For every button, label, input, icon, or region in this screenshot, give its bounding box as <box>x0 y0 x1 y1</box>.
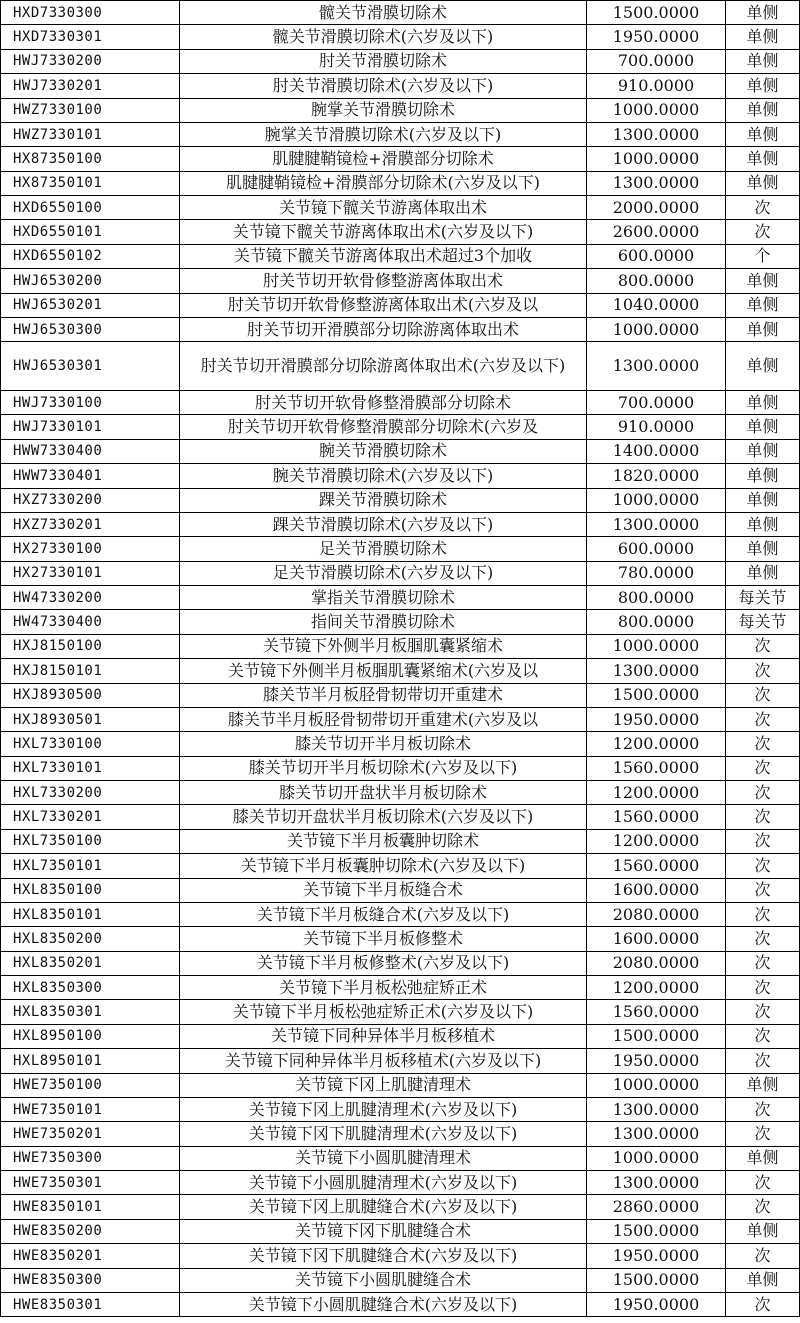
item-price-cell: 1500.0000 <box>587 1268 726 1292</box>
item-price-cell: 1560.0000 <box>587 854 726 878</box>
item-name-cell: 关节镜下冈下肌腱缝合术(六岁及以下) <box>180 1244 587 1268</box>
item-price-cell: 1950.0000 <box>587 707 726 731</box>
item-unit-cell: 单侧 <box>726 122 800 146</box>
table-row <box>1 1146 800 1170</box>
item-price-cell: 1950.0000 <box>587 25 726 49</box>
item-unit-cell: 次 <box>726 1097 800 1121</box>
item-name-cell: 关节镜下同种异体半月板移植术 <box>180 1024 587 1048</box>
item-name-cell: 膝关节切开盘状半月板切除术(六岁及以下) <box>180 805 587 829</box>
table-row <box>1 854 800 878</box>
table-row <box>1 122 800 146</box>
item-name-cell: 关节镜下半月板松弛症矫正术(六岁及以下) <box>180 1000 587 1024</box>
item-price-cell: 1950.0000 <box>587 1244 726 1268</box>
item-unit-cell: 次 <box>726 854 800 878</box>
table-row <box>1 634 800 658</box>
item-name-cell: 足关节滑膜切除术(六岁及以下) <box>180 561 587 585</box>
table-row <box>1 878 800 902</box>
item-code-cell: HXJ8150101 <box>1 659 180 683</box>
item-code-cell: HX27330101 <box>1 561 180 585</box>
item-price-cell: 1000.0000 <box>587 634 726 658</box>
item-unit-cell: 单侧 <box>726 391 800 415</box>
item-name-cell: 关节镜下外侧半月板腘肌囊紧缩术 <box>180 634 587 658</box>
item-code-cell: HWE7350100 <box>1 1073 180 1097</box>
item-price-cell: 1300.0000 <box>587 122 726 146</box>
table-row <box>1 98 800 122</box>
table-row <box>1 1268 800 1292</box>
item-price-cell: 2080.0000 <box>587 902 726 926</box>
item-price-cell: 1300.0000 <box>587 659 726 683</box>
item-name-cell: 关节镜下冈下肌腱缝合术 <box>180 1219 587 1243</box>
item-price-cell: 1000.0000 <box>587 1146 726 1170</box>
item-unit-cell: 单侧 <box>726 1146 800 1170</box>
item-name-cell: 关节镜下冈上肌腱清理术 <box>180 1073 587 1097</box>
item-code-cell: HXZ7330201 <box>1 512 180 536</box>
item-name-cell: 腕掌关节滑膜切除术 <box>180 98 587 122</box>
item-unit-cell: 单侧 <box>726 537 800 561</box>
item-unit-cell: 单侧 <box>726 98 800 122</box>
table-row <box>1 561 800 585</box>
item-price-cell: 1040.0000 <box>587 293 726 317</box>
item-unit-cell: 单侧 <box>726 25 800 49</box>
item-name-cell: 关节镜下半月板囊肿切除术(六岁及以下) <box>180 854 587 878</box>
table-row <box>1 342 800 391</box>
item-price-cell: 600.0000 <box>587 537 726 561</box>
table-row <box>1 1244 800 1268</box>
item-unit-cell: 单侧 <box>726 293 800 317</box>
item-price-cell: 1820.0000 <box>587 464 726 488</box>
table-row <box>1 1024 800 1048</box>
item-unit-cell: 次 <box>726 976 800 1000</box>
item-code-cell: HXL8350101 <box>1 902 180 926</box>
item-code-cell: HXL7350100 <box>1 829 180 853</box>
table-row <box>1 1049 800 1073</box>
item-price-cell: 1000.0000 <box>587 488 726 512</box>
item-name-cell: 关节镜下髋关节游离体取出术超过3个加收 <box>180 244 587 268</box>
item-name-cell: 肌腱腱鞘镜检+滑膜部分切除术(六岁及以下) <box>180 171 587 195</box>
item-name-cell: 关节镜下冈上肌腱清理术(六岁及以下) <box>180 1097 587 1121</box>
table-row <box>1 391 800 415</box>
item-code-cell: HXL8350100 <box>1 878 180 902</box>
item-name-cell: 腕关节滑膜切除术(六岁及以下) <box>180 464 587 488</box>
item-name-cell: 膝关节半月板胫骨韧带切开重建术 <box>180 683 587 707</box>
item-unit-cell: 单侧 <box>726 1219 800 1243</box>
item-code-cell: HXJ8930500 <box>1 683 180 707</box>
item-code-cell: HXL7350101 <box>1 854 180 878</box>
item-price-cell: 1000.0000 <box>587 98 726 122</box>
table-row <box>1 537 800 561</box>
item-name-cell: 膝关节切开半月板切除术 <box>180 732 587 756</box>
item-code-cell: HWE8350301 <box>1 1292 180 1316</box>
item-price-cell: 700.0000 <box>587 49 726 73</box>
table-row <box>1 220 800 244</box>
item-unit-cell: 次 <box>726 781 800 805</box>
item-name-cell: 关节镜下小圆肌腱缝合术 <box>180 1268 587 1292</box>
item-code-cell: HWJ7330201 <box>1 74 180 98</box>
item-price-cell: 1500.0000 <box>587 1024 726 1048</box>
item-price-cell: 800.0000 <box>587 269 726 293</box>
item-unit-cell: 单侧 <box>726 342 800 391</box>
item-name-cell: 膝关节切开盘状半月板切除术 <box>180 781 587 805</box>
item-unit-cell: 单侧 <box>726 1073 800 1097</box>
item-price-cell: 1950.0000 <box>587 1292 726 1316</box>
item-code-cell: HW47330400 <box>1 610 180 634</box>
item-price-cell: 1600.0000 <box>587 878 726 902</box>
table-row <box>1 927 800 951</box>
table-row <box>1 781 800 805</box>
item-code-cell: HXL7330200 <box>1 781 180 805</box>
table-row <box>1 1097 800 1121</box>
item-price-cell: 1000.0000 <box>587 1073 726 1097</box>
table-row <box>1 1292 800 1316</box>
item-name-cell: 肌腱腱鞘镜检+滑膜部分切除术 <box>180 147 587 171</box>
item-code-cell: HWJ7330101 <box>1 415 180 439</box>
item-code-cell: HXL8950101 <box>1 1049 180 1073</box>
item-unit-cell: 每关节 <box>726 586 800 610</box>
item-code-cell: HWE7350101 <box>1 1097 180 1121</box>
item-unit-cell: 单侧 <box>726 1268 800 1292</box>
item-name-cell: 关节镜下半月板修整术 <box>180 927 587 951</box>
item-code-cell: HXD6550100 <box>1 196 180 220</box>
item-name-cell: 关节镜下髋关节游离体取出术 <box>180 196 587 220</box>
item-unit-cell: 次 <box>726 707 800 731</box>
item-name-cell: 肘关节滑膜切除术 <box>180 49 587 73</box>
item-unit-cell: 次 <box>726 1244 800 1268</box>
item-name-cell: 指间关节滑膜切除术 <box>180 610 587 634</box>
item-price-cell: 1300.0000 <box>587 1097 726 1121</box>
item-unit-cell: 次 <box>726 1024 800 1048</box>
table-row <box>1 439 800 463</box>
item-name-cell: 髋关节滑膜切除术(六岁及以下) <box>180 25 587 49</box>
item-unit-cell: 单侧 <box>726 147 800 171</box>
item-code-cell: HX27330100 <box>1 537 180 561</box>
item-code-cell: HXD6550101 <box>1 220 180 244</box>
item-code-cell: HWE8350200 <box>1 1219 180 1243</box>
item-price-cell: 1500.0000 <box>587 683 726 707</box>
item-price-cell: 1300.0000 <box>587 1171 726 1195</box>
item-unit-cell: 单侧 <box>726 1 800 25</box>
item-price-cell: 800.0000 <box>587 586 726 610</box>
item-code-cell: HX87350101 <box>1 171 180 195</box>
item-name-cell: 掌指关节滑膜切除术 <box>180 586 587 610</box>
table-row <box>1 805 800 829</box>
item-unit-cell: 次 <box>726 756 800 780</box>
item-price-cell: 1200.0000 <box>587 976 726 1000</box>
item-code-cell: HXL7330100 <box>1 732 180 756</box>
item-unit-cell: 单侧 <box>726 171 800 195</box>
item-unit-cell: 次 <box>726 732 800 756</box>
item-name-cell: 关节镜下冈下肌腱清理术(六岁及以下) <box>180 1122 587 1146</box>
item-unit-cell: 次 <box>726 1195 800 1219</box>
item-name-cell: 关节镜下半月板修整术(六岁及以下) <box>180 951 587 975</box>
table-row <box>1 1000 800 1024</box>
table-row <box>1 512 800 536</box>
item-price-cell: 910.0000 <box>587 415 726 439</box>
item-code-cell: HWJ6530301 <box>1 342 180 391</box>
item-unit-cell: 单侧 <box>726 269 800 293</box>
item-price-cell: 600.0000 <box>587 244 726 268</box>
table-row <box>1 732 800 756</box>
item-name-cell: 踝关节滑膜切除术 <box>180 488 587 512</box>
item-code-cell: HXD6550102 <box>1 244 180 268</box>
item-price-cell: 1500.0000 <box>587 1219 726 1243</box>
item-unit-cell: 单侧 <box>726 49 800 73</box>
item-price-cell: 1300.0000 <box>587 171 726 195</box>
table-row <box>1 74 800 98</box>
item-price-cell: 1300.0000 <box>587 1122 726 1146</box>
table-row <box>1 415 800 439</box>
table-row <box>1 488 800 512</box>
item-name-cell: 肘关节切开滑膜部分切除游离体取出术(六岁及以下) <box>180 342 587 391</box>
item-price-cell: 1000.0000 <box>587 147 726 171</box>
item-code-cell: HWE7350300 <box>1 1146 180 1170</box>
item-code-cell: HWE8350300 <box>1 1268 180 1292</box>
item-name-cell: 关节镜下小圆肌腱清理术(六岁及以下) <box>180 1171 587 1195</box>
item-unit-cell: 次 <box>726 220 800 244</box>
item-price-cell: 1300.0000 <box>587 342 726 391</box>
item-code-cell: HWZ7330101 <box>1 122 180 146</box>
item-price-cell: 1200.0000 <box>587 732 726 756</box>
table-row <box>1 196 800 220</box>
table-row <box>1 756 800 780</box>
item-name-cell: 关节镜下半月板缝合术(六岁及以下) <box>180 902 587 926</box>
table-row <box>1 147 800 171</box>
table-row <box>1 49 800 73</box>
table-row <box>1 976 800 1000</box>
item-unit-cell: 次 <box>726 829 800 853</box>
item-price-cell: 780.0000 <box>587 561 726 585</box>
item-unit-cell: 单侧 <box>726 488 800 512</box>
table-row <box>1 317 800 341</box>
item-unit-cell: 次 <box>726 805 800 829</box>
item-code-cell: HWJ6530200 <box>1 269 180 293</box>
item-price-cell: 800.0000 <box>587 610 726 634</box>
item-name-cell: 关节镜下半月板缝合术 <box>180 878 587 902</box>
table-row <box>1 902 800 926</box>
item-name-cell: 关节镜下外侧半月板腘肌囊紧缩术(六岁及以 <box>180 659 587 683</box>
table-row <box>1 293 800 317</box>
table-row <box>1 244 800 268</box>
item-name-cell: 关节镜下同种异体半月板移植术(六岁及以下) <box>180 1049 587 1073</box>
item-price-cell: 2000.0000 <box>587 196 726 220</box>
item-price-cell: 1560.0000 <box>587 805 726 829</box>
item-code-cell: HXD7330300 <box>1 1 180 25</box>
item-code-cell: HXL8350200 <box>1 927 180 951</box>
table-row <box>1 707 800 731</box>
item-code-cell: HWE7350301 <box>1 1171 180 1195</box>
table-row <box>1 1 800 25</box>
table-row <box>1 951 800 975</box>
item-unit-cell: 次 <box>726 1000 800 1024</box>
item-name-cell: 髋关节滑膜切除术 <box>180 1 587 25</box>
item-code-cell: HXZ7330200 <box>1 488 180 512</box>
item-name-cell: 腕关节滑膜切除术 <box>180 439 587 463</box>
item-code-cell: HX87350100 <box>1 147 180 171</box>
item-name-cell: 肘关节切开软骨修整滑膜部分切除术 <box>180 391 587 415</box>
item-name-cell: 关节镜下小圆肌腱清理术 <box>180 1146 587 1170</box>
item-unit-cell: 单侧 <box>726 439 800 463</box>
item-price-cell: 1600.0000 <box>587 927 726 951</box>
item-code-cell: HWJ7330200 <box>1 49 180 73</box>
item-name-cell: 足关节滑膜切除术 <box>180 537 587 561</box>
item-name-cell: 膝关节半月板胫骨韧带切开重建术(六岁及以 <box>180 707 587 731</box>
item-code-cell: HXJ8150100 <box>1 634 180 658</box>
table-row <box>1 683 800 707</box>
item-name-cell: 踝关节滑膜切除术(六岁及以下) <box>180 512 587 536</box>
item-price-cell: 1560.0000 <box>587 1000 726 1024</box>
item-price-cell: 1300.0000 <box>587 512 726 536</box>
table-row <box>1 1122 800 1146</box>
item-unit-cell: 单侧 <box>726 317 800 341</box>
item-name-cell: 关节镜下半月板囊肿切除术 <box>180 829 587 853</box>
item-unit-cell: 次 <box>726 927 800 951</box>
item-code-cell: HWW7330400 <box>1 439 180 463</box>
table-row <box>1 464 800 488</box>
item-price-cell: 910.0000 <box>587 74 726 98</box>
item-unit-cell: 单侧 <box>726 512 800 536</box>
table-row <box>1 269 800 293</box>
item-unit-cell: 次 <box>726 902 800 926</box>
item-code-cell: HW47330200 <box>1 586 180 610</box>
item-price-cell: 2600.0000 <box>587 220 726 244</box>
item-price-cell: 2860.0000 <box>587 1195 726 1219</box>
table-row <box>1 1195 800 1219</box>
item-unit-cell: 单侧 <box>726 561 800 585</box>
item-code-cell: HWE7350201 <box>1 1122 180 1146</box>
item-unit-cell: 次 <box>726 683 800 707</box>
item-code-cell: HXJ8930501 <box>1 707 180 731</box>
item-code-cell: HWJ6530300 <box>1 317 180 341</box>
item-name-cell: 肘关节切开软骨修整游离体取出术 <box>180 269 587 293</box>
item-name-cell: 腕掌关节滑膜切除术(六岁及以下) <box>180 122 587 146</box>
table-row <box>1 586 800 610</box>
item-name-cell: 关节镜下小圆肌腱缝合术(六岁及以下) <box>180 1292 587 1316</box>
item-price-cell: 1000.0000 <box>587 317 726 341</box>
item-code-cell: HWJ6530201 <box>1 293 180 317</box>
item-unit-cell: 次 <box>726 1292 800 1316</box>
item-unit-cell: 每关节 <box>726 610 800 634</box>
item-name-cell: 肘关节滑膜切除术(六岁及以下) <box>180 74 587 98</box>
item-name-cell: 关节镜下半月板松弛症矫正术 <box>180 976 587 1000</box>
table-row <box>1 25 800 49</box>
item-code-cell: HWW7330401 <box>1 464 180 488</box>
table-row <box>1 659 800 683</box>
item-unit-cell: 单侧 <box>726 415 800 439</box>
item-unit-cell: 单侧 <box>726 464 800 488</box>
table-row <box>1 1171 800 1195</box>
item-code-cell: HWZ7330100 <box>1 98 180 122</box>
item-name-cell: 肘关节切开滑膜部分切除游离体取出术 <box>180 317 587 341</box>
table-row <box>1 171 800 195</box>
table-row <box>1 1073 800 1097</box>
item-code-cell: HXL8950100 <box>1 1024 180 1048</box>
item-code-cell: HXL8350201 <box>1 951 180 975</box>
item-price-cell: 700.0000 <box>587 391 726 415</box>
table-row <box>1 610 800 634</box>
item-code-cell: HXD7330301 <box>1 25 180 49</box>
item-unit-cell: 次 <box>726 1049 800 1073</box>
item-code-cell: HWE8350101 <box>1 1195 180 1219</box>
table-body <box>1 1 800 1317</box>
item-price-cell: 1950.0000 <box>587 1049 726 1073</box>
item-price-cell: 1500.0000 <box>587 1 726 25</box>
item-price-cell: 1200.0000 <box>587 829 726 853</box>
item-unit-cell: 次 <box>726 951 800 975</box>
item-unit-cell: 次 <box>726 634 800 658</box>
table-row <box>1 1219 800 1243</box>
item-code-cell: HWE8350201 <box>1 1244 180 1268</box>
item-unit-cell: 次 <box>726 196 800 220</box>
item-price-cell: 1400.0000 <box>587 439 726 463</box>
item-unit-cell: 单侧 <box>726 74 800 98</box>
item-price-cell: 1200.0000 <box>587 781 726 805</box>
item-name-cell: 膝关节切开半月板切除术(六岁及以下) <box>180 756 587 780</box>
item-name-cell: 肘关节切开软骨修整滑膜部分切除术(六岁及 <box>180 415 587 439</box>
item-code-cell: HXL7330101 <box>1 756 180 780</box>
item-code-cell: HXL8350301 <box>1 1000 180 1024</box>
item-name-cell: 关节镜下冈上肌腱缝合术(六岁及以下) <box>180 1195 587 1219</box>
item-price-cell: 1560.0000 <box>587 756 726 780</box>
item-code-cell: HXL8350300 <box>1 976 180 1000</box>
item-unit-cell: 个 <box>726 244 800 268</box>
item-code-cell: HXL7330201 <box>1 805 180 829</box>
item-name-cell: 肘关节切开软骨修整游离体取出术(六岁及以 <box>180 293 587 317</box>
table-row <box>1 829 800 853</box>
item-unit-cell: 次 <box>726 878 800 902</box>
item-name-cell: 关节镜下髋关节游离体取出术(六岁及以下) <box>180 220 587 244</box>
item-unit-cell: 次 <box>726 1122 800 1146</box>
item-unit-cell: 次 <box>726 1171 800 1195</box>
item-code-cell: HWJ7330100 <box>1 391 180 415</box>
item-price-cell: 2080.0000 <box>587 951 726 975</box>
item-unit-cell: 次 <box>726 659 800 683</box>
